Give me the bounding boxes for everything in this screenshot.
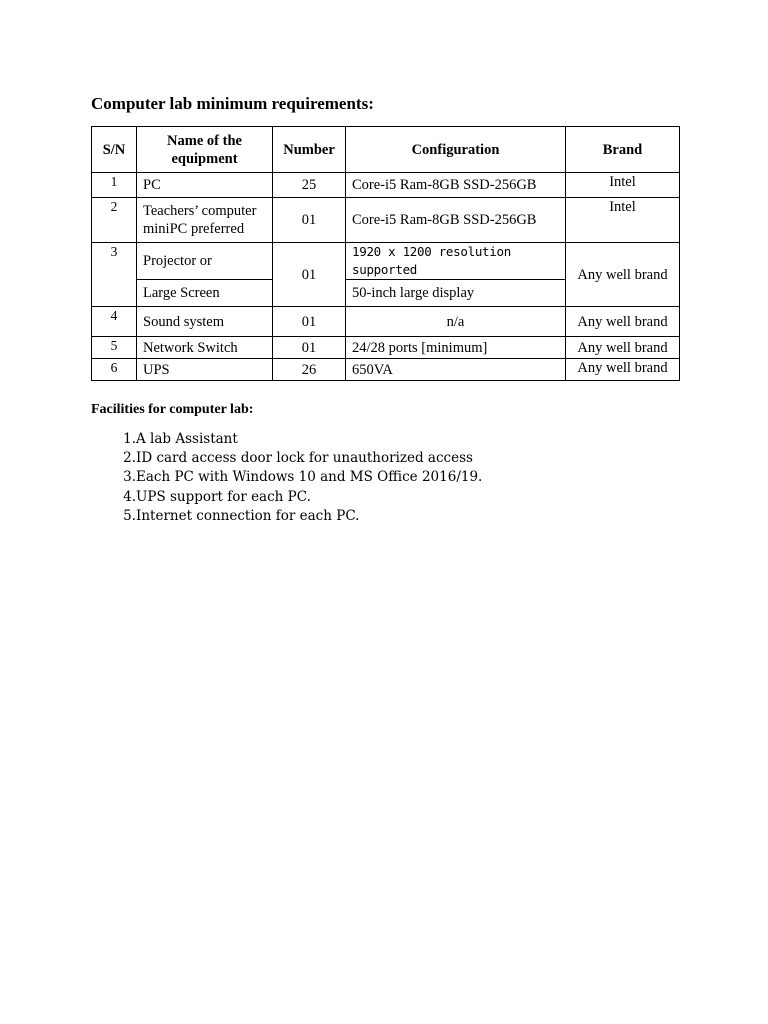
cell-configuration: Core-i5 Ram-8GB SSD-256GB	[346, 173, 566, 198]
cell-number: 01	[273, 307, 346, 337]
table-row	[92, 173, 680, 198]
list-item	[91, 449, 473, 468]
cell-configuration: 24/28 ports [minimum]	[346, 337, 566, 359]
header-name: Name of the equipment	[137, 127, 273, 173]
header-number: Number	[273, 127, 346, 173]
cell-name: PC	[137, 173, 273, 198]
cell-configuration: 1920 x 1200 resolution supported	[346, 243, 566, 280]
cell-brand: Intel	[566, 198, 680, 243]
header-sn: S/N	[92, 127, 137, 173]
cell-brand: Any well brand	[566, 359, 680, 381]
facilities-title: Facilities for computer lab:	[91, 402, 254, 417]
list-item	[91, 430, 238, 449]
cell-name: Large Screen	[137, 280, 273, 307]
list-item-number: 1.	[123, 431, 136, 447]
cell-configuration: n/a	[346, 307, 566, 337]
list-item-text: Internet connection for each PC.	[136, 507, 360, 524]
cell-sn: 5	[92, 337, 137, 359]
list-item-text: UPS support for each PC.	[136, 488, 311, 505]
header-configuration: Configuration	[346, 127, 566, 173]
cell-sn: 4	[92, 307, 137, 337]
table-row	[92, 198, 680, 243]
cell-name: Sound system	[137, 307, 273, 337]
cell-sn: 1	[92, 173, 137, 198]
cell-sn: 3	[92, 243, 137, 307]
list-item	[91, 488, 311, 507]
table-header-row	[92, 127, 680, 173]
cell-brand: Any well brand	[566, 337, 680, 359]
list-item-text: Each PC with Windows 10 and MS Office 2016/19.	[136, 469, 483, 486]
table-row	[92, 243, 680, 280]
cell-brand: Any well brand	[566, 307, 680, 337]
facilities-list	[91, 430, 483, 526]
cell-number: 26	[273, 359, 346, 381]
cell-number: 25	[273, 173, 346, 198]
cell-name: Network Switch	[137, 337, 273, 359]
list-item	[91, 507, 360, 526]
list-item-text: A lab Assistant	[136, 431, 238, 447]
header-brand: Brand	[566, 127, 680, 173]
table-row	[92, 337, 680, 359]
list-item-text: ID card access door lock for unauthorized access	[136, 450, 473, 467]
requirements-table	[91, 126, 680, 381]
cell-configuration: 50-inch large display	[346, 280, 566, 307]
cell-name: Teachers’ computer miniPC preferred	[137, 198, 273, 243]
cell-configuration: 650VA	[346, 359, 566, 381]
cell-sn: 6	[92, 359, 137, 381]
cell-brand: Intel	[566, 173, 680, 198]
cell-sn: 2	[92, 198, 137, 243]
cell-name: Projector or	[137, 243, 273, 280]
list-item-number: 4.	[123, 488, 136, 505]
list-item-number: 3.	[123, 469, 136, 486]
table-row	[92, 307, 680, 337]
cell-number: 01	[273, 243, 346, 307]
cell-name: UPS	[137, 359, 273, 381]
cell-brand: Any well brand	[566, 243, 680, 307]
cell-number: 01	[273, 337, 346, 359]
cell-configuration: Core-i5 Ram-8GB SSD-256GB	[346, 198, 566, 243]
page-title: Computer lab minimum requirements:	[91, 94, 374, 113]
list-item-number: 5.	[123, 507, 136, 524]
table-row	[92, 359, 680, 381]
list-item	[91, 468, 483, 487]
cell-number: 01	[273, 198, 346, 243]
list-item-number: 2.	[123, 450, 136, 467]
